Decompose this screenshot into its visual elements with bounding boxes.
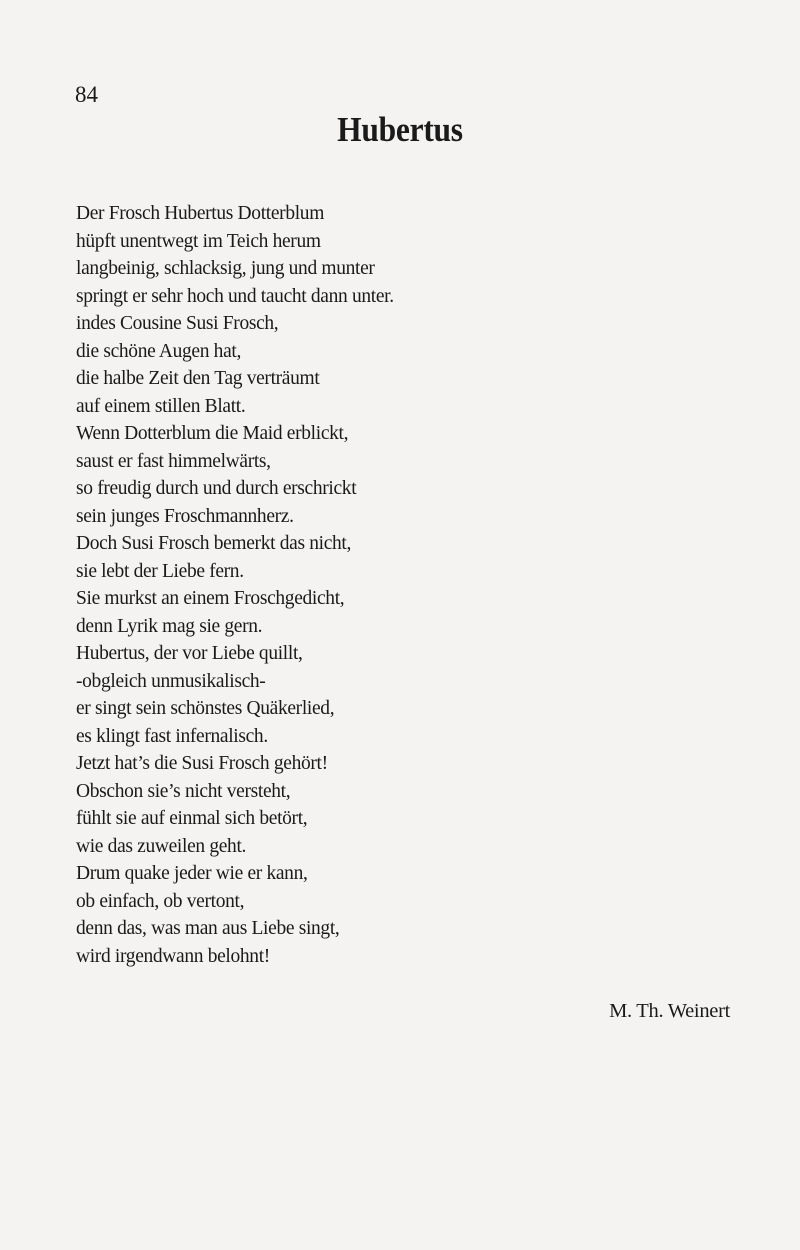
poem-body	[76, 200, 411, 970]
poem-line: die halbe Zeit den Tag verträumt	[76, 367, 320, 389]
poem-line: Wenn Dotterblum die Maid erblickt,	[76, 422, 349, 444]
poem-line: Obschon sie’s nicht versteht,	[76, 779, 291, 802]
poem-line: er singt sein schönstes Quäkerlied,	[76, 697, 335, 719]
poem-line: ob einfach, ob vertont,	[76, 889, 245, 912]
poem-line: hüpft unentwegt im Teich herum	[76, 229, 321, 252]
poem-line: es klingt fast infernalisch.	[76, 724, 268, 747]
poem-line: wird irgendwann belohnt!	[76, 944, 270, 967]
poem-line: Jetzt hat’s die Susi Frosch gehört!	[76, 752, 328, 774]
poem-line: wie das zuweilen geht.	[76, 834, 247, 857]
poem-line: die schöne Augen hat,	[76, 339, 242, 362]
poem-line: Doch Susi Frosch bemerkt das nicht,	[76, 532, 352, 554]
poem-line: saust er fast himmelwärts,	[76, 449, 271, 472]
poem-line: -obgleich unmusikalisch-	[76, 669, 266, 692]
poem-line: denn das, was man aus Liebe singt,	[76, 917, 340, 939]
poem-line: springt er sehr hoch und taucht dann unter.	[76, 284, 394, 307]
poem-line: sie lebt der Liebe fern.	[76, 559, 244, 582]
poem-line: Drum quake jeder wie er kann,	[76, 862, 308, 884]
poem-line: Sie murkst an einem Froschgedicht,	[76, 587, 345, 609]
poem-line: langbeinig, schlacksig, jung und munter	[76, 257, 375, 279]
poem-title: Hubertus	[337, 110, 463, 149]
poem-author: M. Th. Weinert	[609, 1000, 730, 1022]
poem-line: indes Cousine Susi Frosch,	[76, 312, 279, 334]
poem-line: denn Lyrik mag sie gern.	[76, 614, 263, 637]
page-number: 84	[75, 82, 98, 107]
poem-line: so freudig durch und durch erschrickt	[76, 477, 357, 499]
poem-line: fühlt sie auf einmal sich betört,	[76, 807, 308, 829]
poem-line: Der Frosch Hubertus Dotterblum	[76, 202, 325, 224]
poem-line: auf einem stillen Blatt.	[76, 394, 246, 417]
poem-line: sein junges Froschmannherz.	[76, 504, 294, 527]
poem-line: Hubertus, der vor Liebe quillt,	[76, 642, 303, 664]
